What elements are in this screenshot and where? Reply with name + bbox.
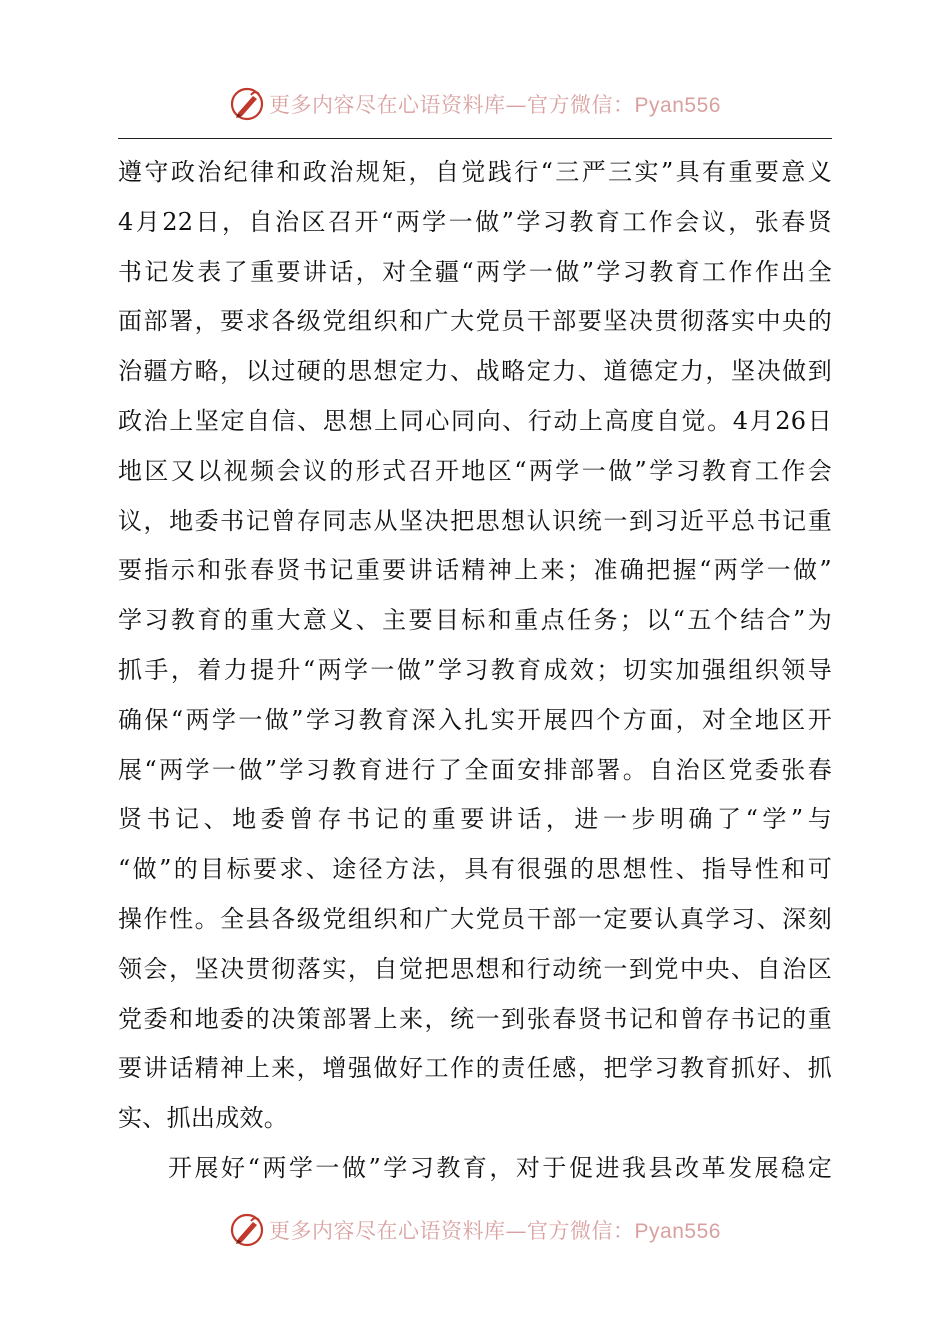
text-line: 展“两学一做”学习教育进行了全面安排部署。自治区党委张春 (118, 755, 832, 784)
header-watermark (0, 84, 950, 124)
text-line: 书记发表了重要讲话，对全疆“两学一做”学习教育工作作出全 (118, 257, 832, 286)
text-line: 党委和地委的决策部署上来，统一到张春贤书记和曾存书记的重 (118, 1004, 832, 1033)
text-line: 领会，坚决贯彻落实，自觉把思想和行动统一到党中央、自治区 (118, 954, 832, 983)
text-line: 学习教育的重大意义、主要目标和重点任务；以“五个结合”为 (118, 606, 832, 635)
text-line: 实、抓出成效。 (118, 1104, 289, 1133)
watermark-handle: Pyan556 (634, 94, 721, 117)
text-line: 抓手，着力提升“两学一做”学习教育成效；切实加强组织领导 (118, 655, 832, 684)
watermark-handle: Pyan556 (634, 1220, 721, 1243)
paragraph-start-line: 开展好“两学一做”学习教育，对于促进我县改革发展稳定 (168, 1153, 832, 1182)
document-body (118, 148, 832, 1194)
text-line: 政治上坚定自信、思想上同心同向、行动上高度自觉。4月26日 (118, 406, 832, 435)
text-line: 要指示和张春贤书记重要讲话精神上来；准确把握“两学一做” (118, 556, 832, 585)
text-line: 操作性。全县各级党组织和广大党员干部一定要认真学习、深刻 (118, 904, 832, 933)
text-line: 要讲话精神上来，增强做好工作的责任感，把学习教育抓好、抓 (118, 1054, 832, 1083)
text-line: 4月22日，自治区召开“两学一做”学习教育工作会议，张春贤 (118, 207, 832, 236)
header-rule (118, 138, 832, 139)
pen-logo-icon (229, 1212, 265, 1248)
pen-logo-icon (229, 86, 265, 122)
text-line: 地区又以视频会议的形式召开地区“两学一做”学习教育工作会 (118, 456, 832, 485)
watermark-text (269, 1215, 721, 1245)
text-line: 治疆方略，以过硬的思想定力、战略定力、道德定力，坚决做到 (118, 357, 832, 386)
text-line: 确保“两学一做”学习教育深入扎实开展四个方面，对全地区开 (118, 705, 832, 734)
watermark-text (269, 89, 721, 119)
text-line: 议，地委书记曾存同志从坚决把思想认识统一到习近平总书记重 (118, 506, 832, 535)
text-line: 遵守政治纪律和政治规矩，自觉践行“三严三实”具有重要意义 (118, 158, 832, 186)
text-line: “做”的目标要求、途径方法，具有很强的思想性、指导性和可 (118, 855, 832, 884)
footer-watermark (0, 1210, 950, 1250)
text-line: 面部署，要求各级党组织和广大党员干部要坚决贯彻落实中央的 (118, 307, 832, 336)
watermark-label: 更多内容尽在心语资料库—官方微信： (269, 93, 635, 117)
text-line: 贤书记、地委曾存书记的重要讲话，进一步明确了“学”与 (118, 805, 832, 834)
watermark-label: 更多内容尽在心语资料库—官方微信： (269, 1219, 635, 1243)
